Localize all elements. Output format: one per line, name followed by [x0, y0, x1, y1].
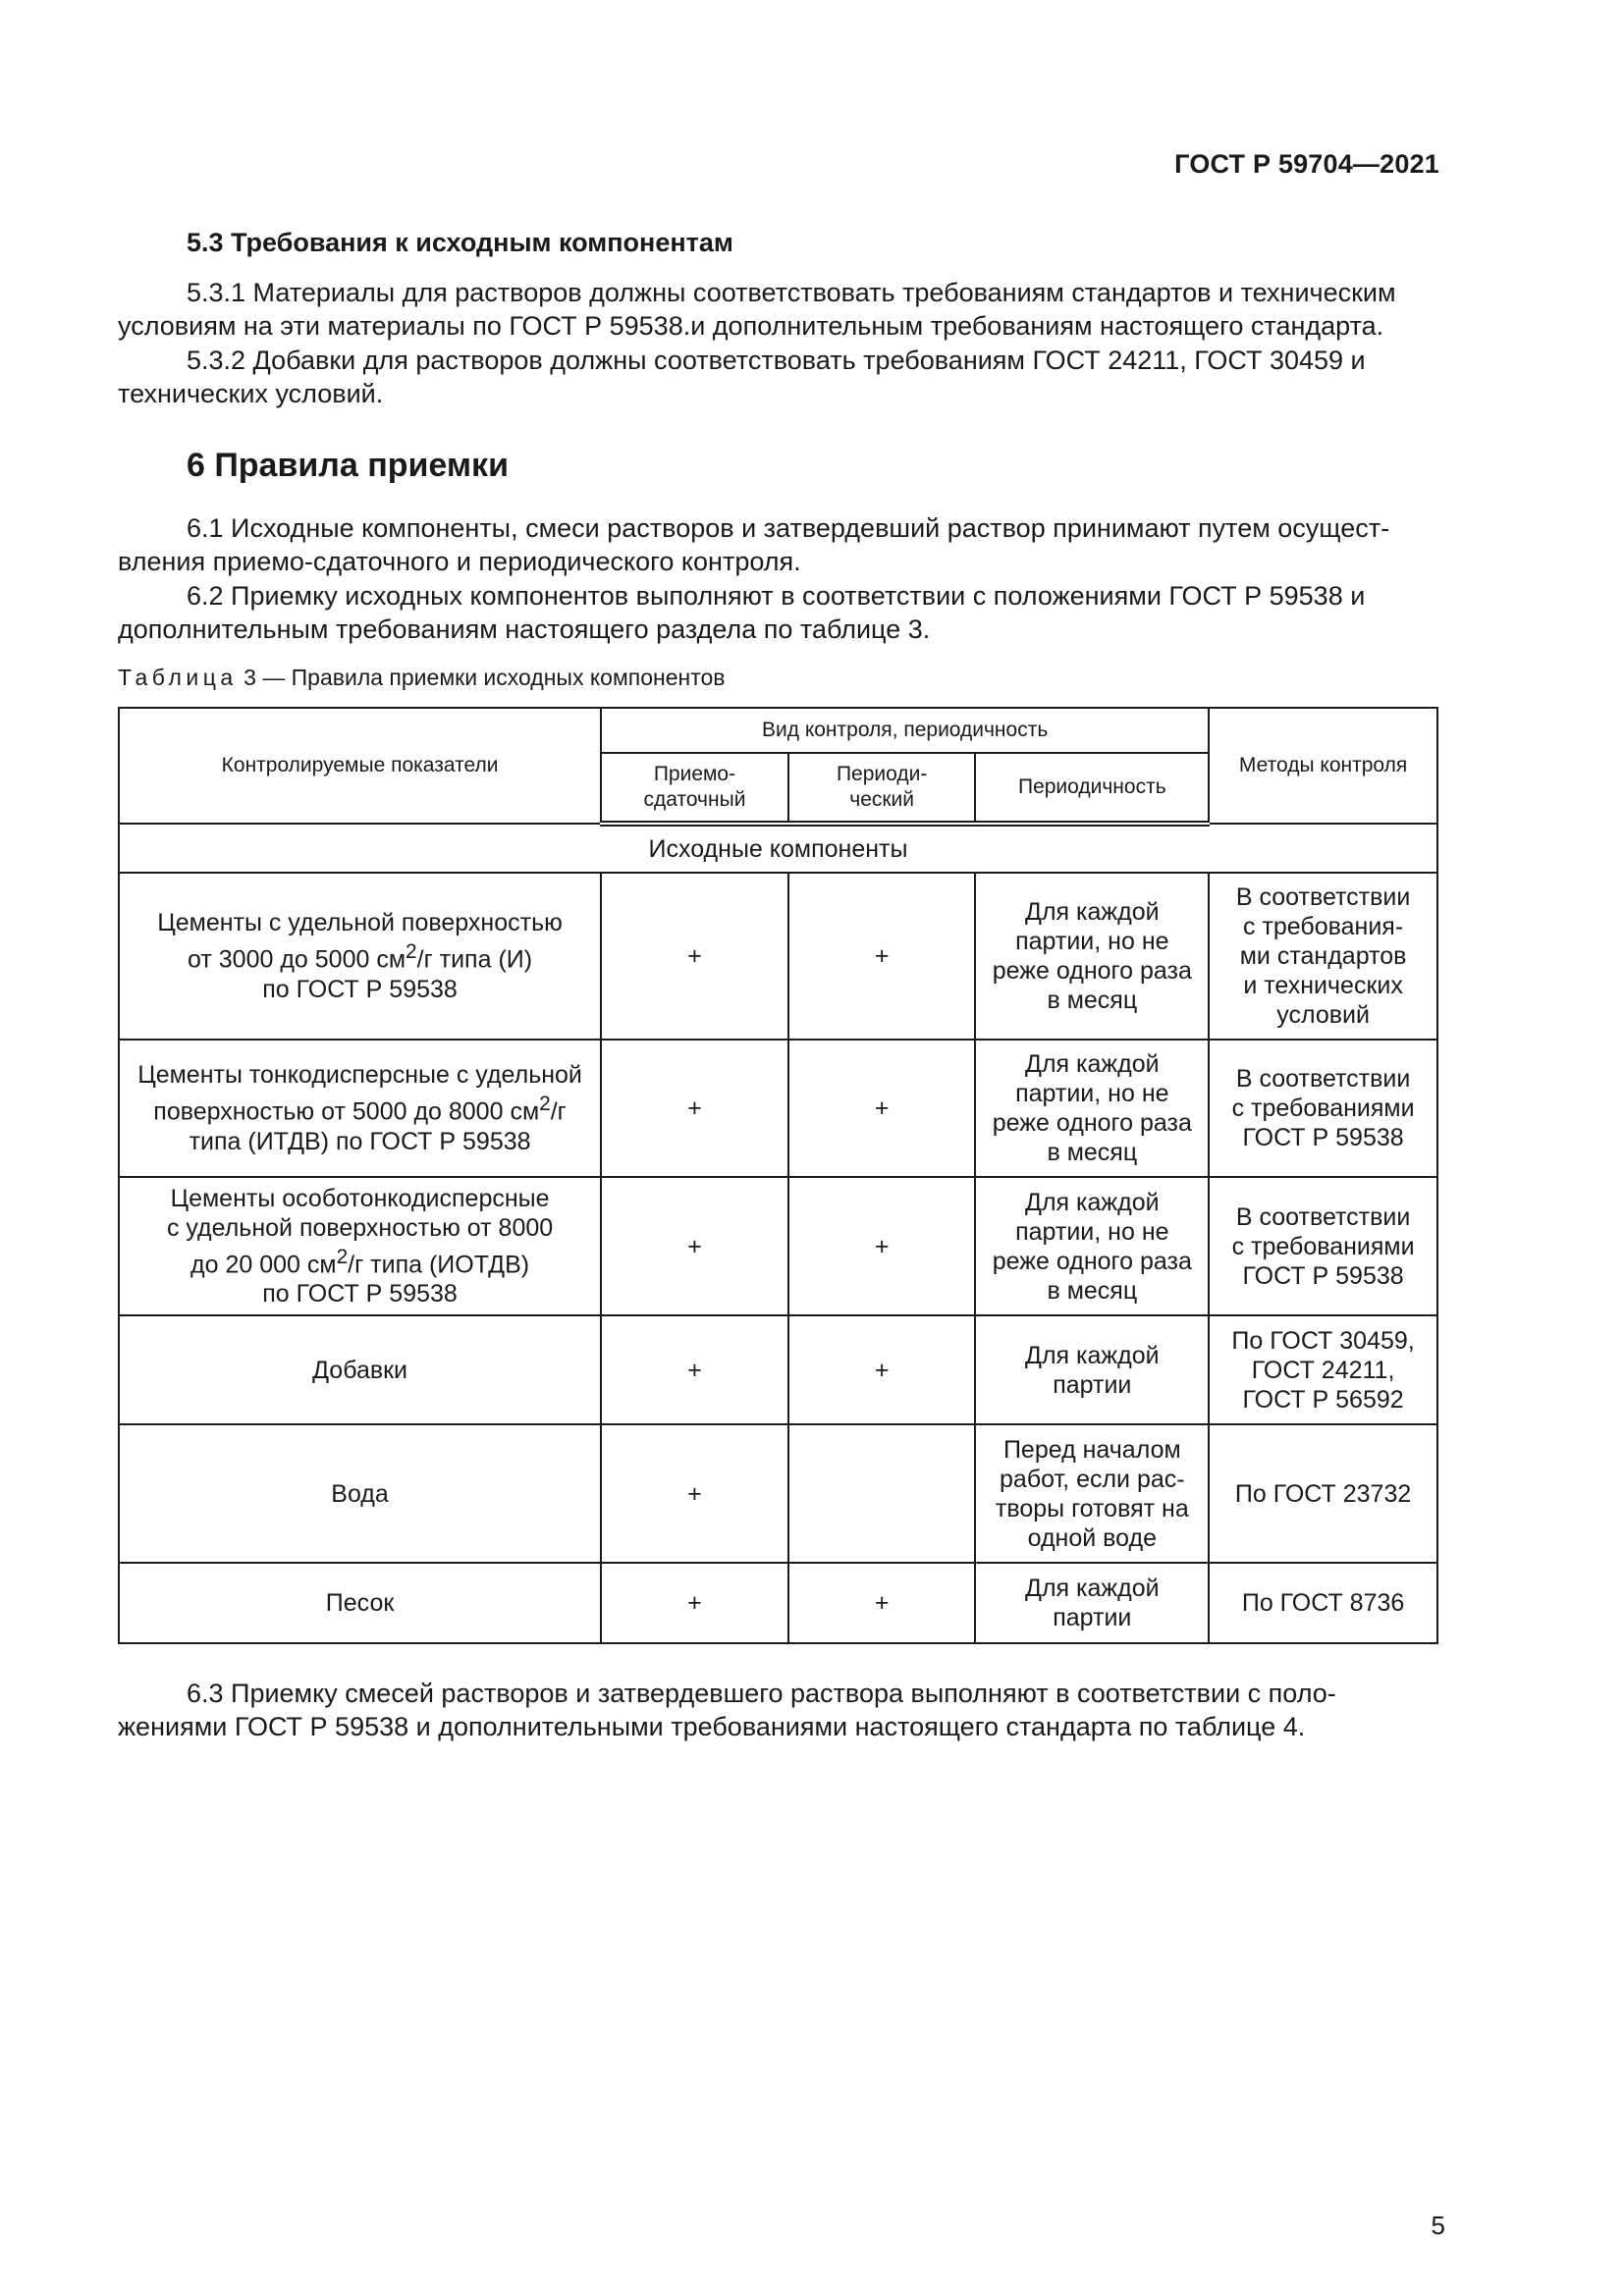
section-5-3-heading: 5.3 Требования к исходным компонентам [187, 228, 733, 257]
cell-line: ГОСТ Р 59538 [1242, 1261, 1404, 1290]
cell-line: и технических [1243, 972, 1403, 999]
periodic-cell: + [788, 1563, 976, 1643]
paragraph-line: вления приемо-сдаточного и периодического контроля. [118, 547, 801, 576]
page-number: 5 [1431, 2211, 1445, 2240]
cell-line: ми стандартов [1239, 942, 1407, 970]
table-caption-text: 3 — Правила приемки исходных компонентов [244, 665, 726, 690]
cell-line: работ, если рас- [1000, 1465, 1185, 1493]
cell-line: ГОСТ Р 59538 [1242, 1124, 1404, 1151]
table-caption [118, 665, 726, 691]
cell-line: творы готовят на [995, 1494, 1189, 1522]
table-row [119, 1040, 1437, 1177]
header-frequency: Периодичность [975, 753, 1209, 824]
cell-line: ГОСТ Р 56592 [1242, 1385, 1404, 1414]
table-row [119, 1315, 1437, 1424]
cell-line: Для каждой [1025, 1050, 1160, 1078]
cell-line: одной воде [1027, 1523, 1158, 1552]
cell-line: В соответствии [1235, 1202, 1411, 1231]
table-row [119, 873, 1437, 1040]
acceptance-cell: + [601, 1563, 788, 1643]
superscript: 2 [539, 1093, 551, 1116]
cell-line: в месяц [1047, 1276, 1138, 1305]
methods-cell: По ГОСТ 8736 [1209, 1563, 1437, 1643]
section-6-heading: 6 Правила приемки [187, 447, 509, 484]
cell-line: реже одного раза [992, 1247, 1192, 1275]
cell-line: Для каждой [1025, 1575, 1160, 1602]
header-control-type: Вид контроля, периодичность [601, 708, 1209, 753]
acceptance-cell: + [601, 1424, 788, 1563]
cell-line: Цементы с удельной поверхностью [157, 909, 563, 937]
cell-line: Для каждой [1025, 1188, 1160, 1216]
acceptance-cell: + [601, 1177, 788, 1315]
indicator-cell [119, 873, 601, 1040]
cell-line: /г типа (И) [416, 945, 533, 974]
frequency-cell [975, 1424, 1209, 1563]
cell-line: /г типа (ИОТДВ) [348, 1251, 530, 1279]
cell-line: с удельной поверхностью от 8000 [166, 1213, 554, 1242]
cell-line: с требованиями [1231, 1232, 1415, 1260]
acceptance-cell: + [601, 1315, 788, 1424]
cell-line: с требованиями [1231, 1095, 1415, 1122]
paragraph-line: жениями ГОСТ Р 59538 и дополнительными требованиями настоящего стандарта по таблице 4. [118, 1712, 1306, 1741]
cell-line: партии [1053, 1370, 1132, 1399]
paragraph-5-3-1 [118, 276, 1438, 343]
header-acceptance-line: Приемо- [653, 763, 736, 785]
header-indicators: Контролируемые показатели [119, 708, 601, 824]
superscript: 2 [406, 940, 417, 964]
frequency-cell [975, 1315, 1209, 1424]
frequency-cell [975, 1563, 1209, 1643]
cell-line: В соответствии [1235, 883, 1411, 911]
cell-line: партии [1053, 1604, 1132, 1631]
paragraph-5-3-2 [118, 344, 1438, 410]
header-periodic-line: ческий [849, 788, 915, 811]
cell-line: партии, но не [1015, 928, 1169, 955]
paragraph-6-3 [118, 1677, 1438, 1743]
cell-line: от 3000 до 5000 см [188, 945, 406, 974]
paragraph-line: 5.3.1 Материалы для растворов должны соответствовать требованиям стандартов и техническим [187, 278, 1396, 307]
superscript: 2 [336, 1245, 349, 1268]
header-periodic [788, 753, 976, 824]
header-acceptance-line: сдаточный [643, 788, 746, 811]
table-row [119, 1424, 1437, 1563]
table-caption-word: Таблица [118, 665, 238, 690]
cell-line: Цементы тонкодисперсные с удельной [137, 1061, 582, 1090]
methods-cell [1209, 1040, 1437, 1177]
paragraph-6-2 [118, 579, 1438, 646]
paragraph-line: 6.1 Исходные компоненты, смеси растворов и затвердевший раствор принимают путем осущест- [187, 513, 1390, 543]
cell-line: по ГОСТ Р 59538 [262, 1280, 458, 1308]
header-acceptance [601, 753, 788, 824]
cell-line: условий [1276, 1001, 1370, 1029]
cell-line: типа (ИТДВ) по ГОСТ Р 59538 [189, 1127, 531, 1155]
cell-line: в месяц [1047, 1139, 1138, 1166]
table-row [119, 1563, 1437, 1643]
indicator-cell [119, 1177, 601, 1315]
indicator-cell: Добавки [119, 1315, 601, 1424]
acceptance-cell: + [601, 873, 788, 1040]
cell-line: по ГОСТ Р 59538 [262, 975, 458, 1003]
frequency-cell [975, 1040, 1209, 1177]
cell-line: партии, но не [1015, 1217, 1169, 1246]
header-methods: Методы контроля [1209, 708, 1437, 824]
cell-line: с требования- [1242, 913, 1404, 940]
cell-line: ГОСТ 24211, [1251, 1356, 1395, 1384]
cell-line: до 20 000 см [190, 1251, 337, 1279]
periodic-cell: + [788, 1315, 976, 1424]
periodic-cell: + [788, 873, 976, 1040]
indicator-cell [119, 1040, 601, 1177]
paragraph-line: 6.2 Приемку исходных компонентов выполняют в соответствии с положениями ГОСТ Р 59538 и [187, 581, 1366, 611]
indicator-cell: Песок [119, 1563, 601, 1643]
group-row-label: Исходные компоненты [119, 824, 1437, 873]
cell-line: в месяц [1047, 987, 1138, 1014]
paragraph-line: дополнительным требованиям настоящего раздела по таблице 3. [118, 614, 931, 644]
methods-cell: По ГОСТ 23732 [1209, 1424, 1437, 1563]
paragraph-6-1 [118, 511, 1438, 578]
periodic-cell: + [788, 1177, 976, 1315]
methods-cell [1209, 873, 1437, 1040]
cell-line: Для каждой [1025, 1341, 1160, 1369]
indicator-cell: Вода [119, 1424, 601, 1563]
frequency-cell [975, 873, 1209, 1040]
cell-line: реже одного раза [992, 957, 1192, 985]
cell-line: Цементы особотонкодисперсные [170, 1184, 550, 1212]
frequency-cell [975, 1177, 1209, 1315]
cell-line: По ГОСТ 30459, [1231, 1326, 1415, 1355]
acceptance-cell: + [601, 1040, 788, 1177]
periodic-cell [788, 1424, 976, 1563]
paragraph-line: 6.3 Приемку смесей растворов и затвердевшего раствора выполняют в соответствии с поло- [187, 1679, 1336, 1708]
cell-line: партии, но не [1015, 1080, 1169, 1107]
header-periodic-line: Периоди- [836, 763, 928, 785]
methods-cell [1209, 1315, 1437, 1424]
acceptance-rules-table [118, 707, 1438, 1644]
paragraph-line: 5.3.2 Добавки для растворов должны соответствовать требованиям ГОСТ 24211, ГОСТ 30459 и [187, 346, 1366, 375]
paragraph-line: условиям на эти материалы по ГОСТ Р 59538.и дополнительным требованиям настоящего стандарта. [118, 311, 1384, 341]
periodic-cell: + [788, 1040, 976, 1177]
cell-line: реже одного раза [992, 1109, 1192, 1137]
cell-line: поверхностью от 5000 до 8000 см [153, 1097, 540, 1126]
cell-line: /г [550, 1097, 567, 1126]
cell-line: В соответствии [1235, 1065, 1411, 1093]
cell-line: Перед началом [1002, 1435, 1181, 1464]
methods-cell [1209, 1177, 1437, 1315]
cell-line: Для каждой [1025, 898, 1160, 926]
paragraph-line: технических условий. [118, 379, 384, 408]
document-code: ГОСТ Р 59704—2021 [1174, 149, 1439, 179]
table-row [119, 1177, 1437, 1315]
